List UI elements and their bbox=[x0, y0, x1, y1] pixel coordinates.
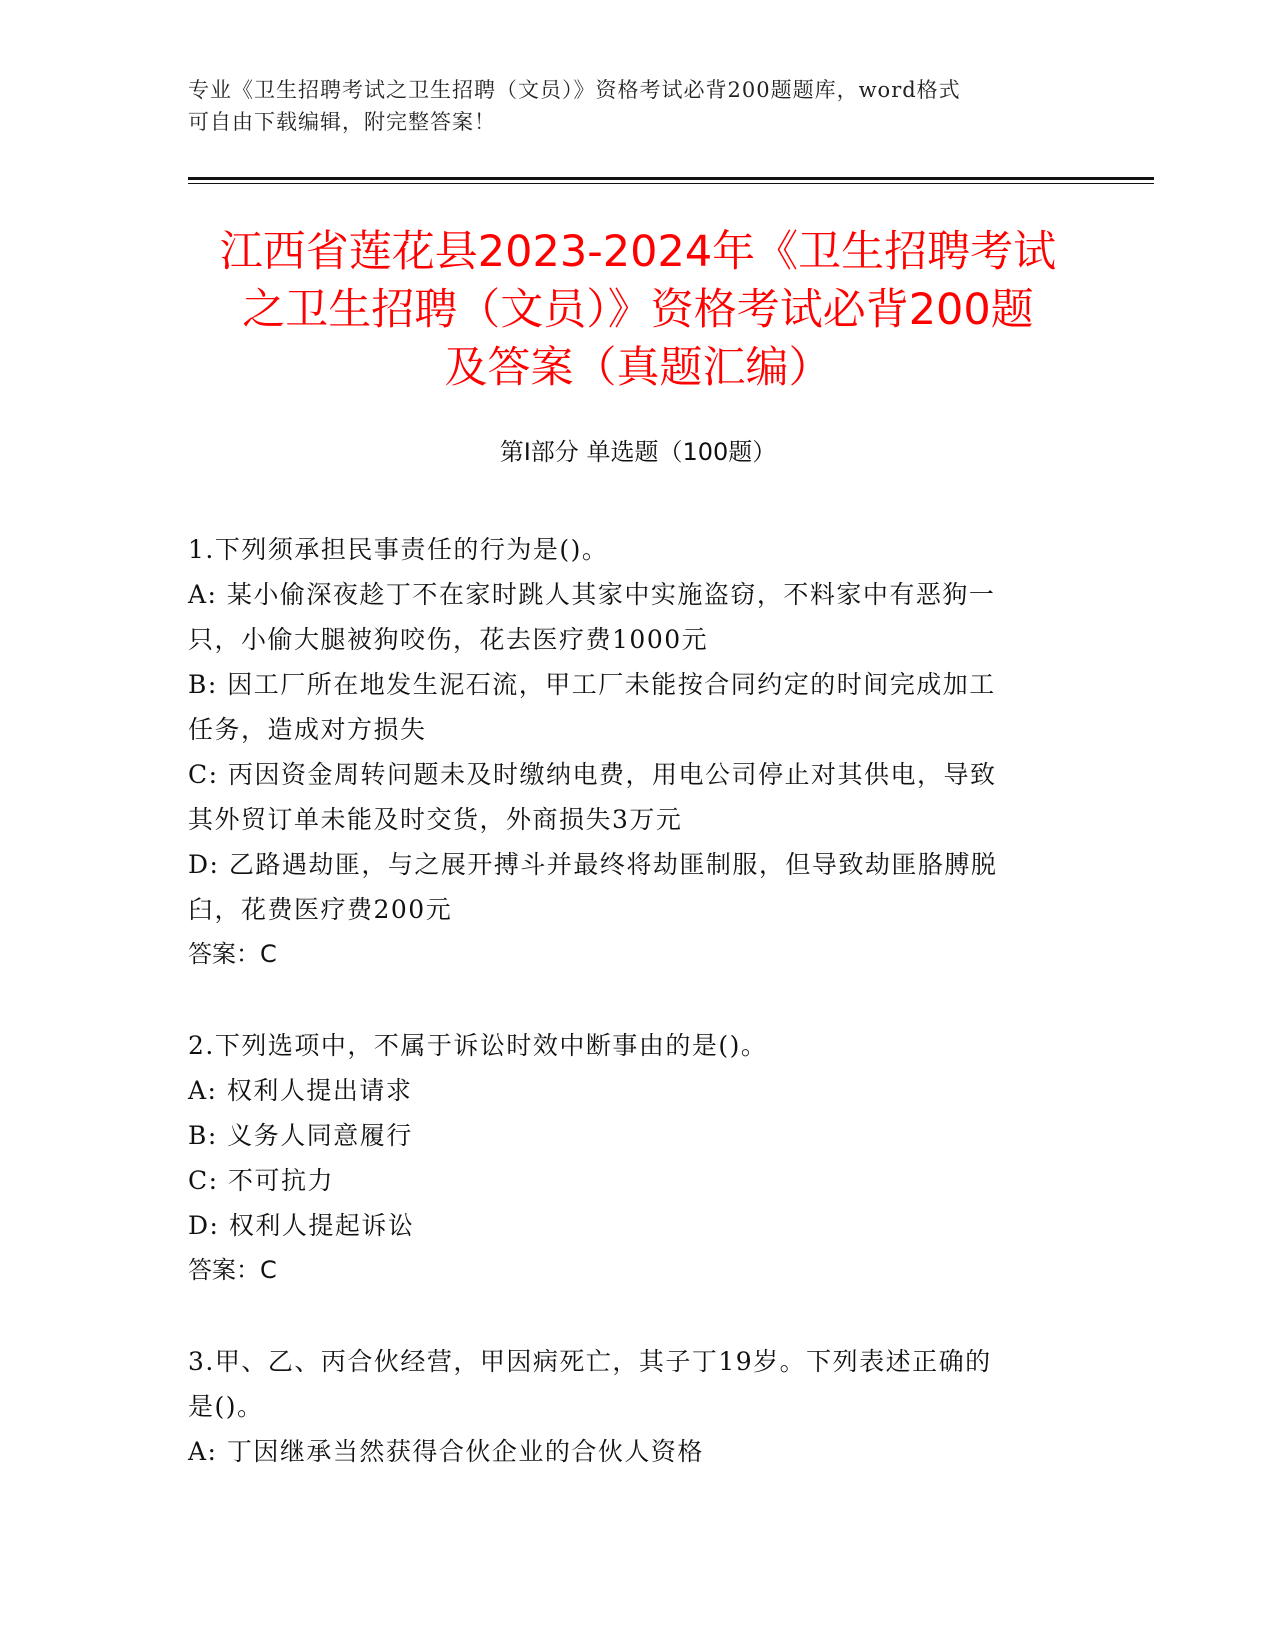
question-1 bbox=[188, 527, 1088, 977]
title-line: 江西省莲花县2023-2024年《卫生招聘考试 bbox=[219, 227, 1057, 277]
option-b-cont: 任务，造成对方损失 bbox=[188, 715, 427, 744]
answer: 答案：C bbox=[188, 1256, 277, 1284]
option-c: C: 丙因资金周转问题未及时缴纳电费，用电公司停止对其供电，导致 bbox=[188, 760, 997, 789]
header-note-line: 可自由下载编辑，附完整答案！ bbox=[188, 110, 496, 134]
option-b: B: 义务人同意履行 bbox=[188, 1121, 413, 1150]
header-note-line: 专业《卫生招聘考试之卫生招聘（文员）》资格考试必背200题题库，word格式 bbox=[188, 78, 961, 102]
option-a: A: 丁因继承当然获得合伙企业的合伙人资格 bbox=[188, 1437, 704, 1466]
option-d: D: 权利人提起诉讼 bbox=[188, 1211, 415, 1240]
question-text: 3.甲、乙、丙合伙经营，甲因病死亡，其子丁19岁。下列表述正确的 bbox=[188, 1347, 992, 1376]
option-a: A: 某小偷深夜趁丁不在家时跳人其家中实施盗窃，不料家中有恶狗一 bbox=[188, 580, 996, 609]
document-title bbox=[188, 223, 1088, 397]
question-text: 2.下列选项中，不属于诉讼时效中断事由的是()。 bbox=[188, 1031, 768, 1060]
section-title: 第Ⅰ部分 单选题（100题） bbox=[499, 438, 777, 466]
header-note bbox=[188, 74, 1088, 138]
option-c-cont: 其外贸订单未能及时交货，外商损失3万元 bbox=[188, 805, 683, 834]
question-text: 1.下列须承担民事责任的行为是()。 bbox=[188, 535, 609, 564]
title-line: 及答案（真题汇编） bbox=[444, 343, 832, 393]
header-divider bbox=[188, 177, 1154, 180]
title-line: 之卫生招聘（文员）》资格考试必背200题 bbox=[242, 285, 1034, 335]
option-d: D: 乙路遇劫匪，与之展开搏斗并最终将劫匪制服，但导致劫匪胳膊脱 bbox=[188, 850, 998, 879]
option-a-cont: 只，小偷大腿被狗咬伤，花去医疗费1000元 bbox=[188, 625, 709, 654]
option-d-cont: 臼，花费医疗费200元 bbox=[188, 895, 453, 924]
question-list bbox=[188, 527, 1088, 1520]
answer: 答案：C bbox=[188, 940, 277, 968]
option-b: B: 因工厂所在地发生泥石流，甲工厂未能按合同约定的时间完成加工 bbox=[188, 670, 996, 699]
option-c: C: 不可抗力 bbox=[188, 1166, 334, 1195]
question-3 bbox=[188, 1339, 1088, 1474]
question-2 bbox=[188, 1023, 1088, 1293]
option-a: A: 权利人提出请求 bbox=[188, 1076, 413, 1105]
question-text-cont: 是()。 bbox=[188, 1392, 264, 1421]
header-divider-thin bbox=[188, 183, 1154, 184]
